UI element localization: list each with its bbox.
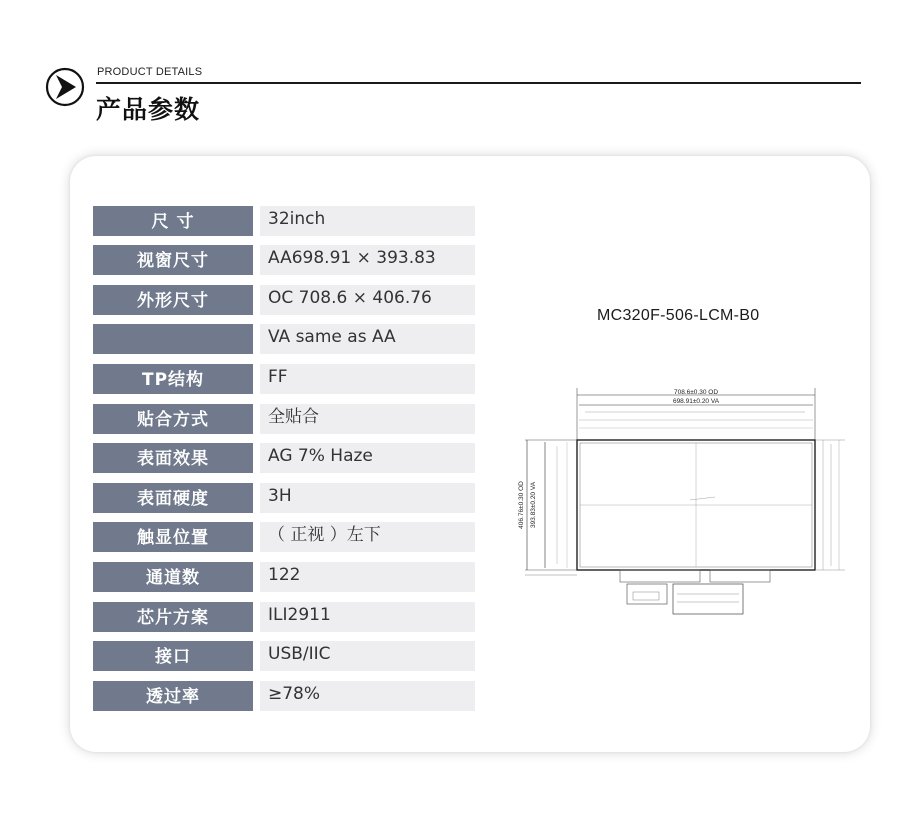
spec-value: 122 xyxy=(260,562,475,592)
spec-row xyxy=(93,483,475,513)
spec-label: 外形尺寸 xyxy=(93,285,253,315)
spec-label: 视窗尺寸 xyxy=(93,245,253,275)
dimension-drawing xyxy=(505,380,855,620)
spec-row xyxy=(93,364,475,394)
spec-label: 贴合方式 xyxy=(93,404,253,434)
section-title: 产品参数 xyxy=(96,95,201,124)
spec-value: （ 正视 ）左下 xyxy=(260,522,475,552)
spec-value: 3H xyxy=(260,483,475,513)
spec-label: 触显位置 xyxy=(93,522,253,552)
spec-value: VA same as AA xyxy=(260,324,475,354)
spec-label: 表面效果 xyxy=(93,443,253,473)
spec-label: 尺 寸 xyxy=(93,206,253,236)
spec-label: 芯片方案 xyxy=(93,602,253,632)
spec-value: 32inch xyxy=(260,206,475,236)
width-va-dimension: 698.91±0.20 VA xyxy=(672,398,720,405)
spec-row xyxy=(93,245,475,275)
spec-row xyxy=(93,681,475,711)
spec-value: USB/IIC xyxy=(260,641,475,671)
spec-row xyxy=(93,522,475,552)
spec-row xyxy=(93,562,475,592)
spec-row xyxy=(93,404,475,434)
spec-value: FF xyxy=(260,364,475,394)
header-divider xyxy=(96,82,861,84)
arrow-circle-icon xyxy=(45,67,85,107)
spec-row xyxy=(93,602,475,632)
spec-row xyxy=(93,443,475,473)
spec-label: 通道数 xyxy=(93,562,253,592)
spec-value: ILI2911 xyxy=(260,602,475,632)
height-od-dimension: 406.76±0.30 OD xyxy=(518,481,525,529)
spec-value: ≥78% xyxy=(260,681,475,711)
spec-label: TP结构 xyxy=(93,364,253,394)
spec-value: AA698.91 × 393.83 xyxy=(260,245,475,275)
spec-value: OC 708.6 × 406.76 xyxy=(260,285,475,315)
section-subtitle: PRODUCT DETAILS xyxy=(97,66,203,78)
spec-row xyxy=(93,285,475,315)
spec-row xyxy=(93,206,475,236)
spec-label: 表面硬度 xyxy=(93,483,253,513)
spec-value: 全贴合 xyxy=(260,404,475,434)
spec-label: 接口 xyxy=(93,641,253,671)
spec-value: AG 7% Haze xyxy=(260,443,475,473)
width-od-dimension: 708.6±0.30 OD xyxy=(673,389,719,396)
spec-row xyxy=(93,324,475,354)
spec-label xyxy=(93,324,253,354)
spec-row xyxy=(93,641,475,671)
spec-label: 透过率 xyxy=(93,681,253,711)
height-va-dimension: 393.83±0.20 VA xyxy=(530,481,537,529)
model-number: MC320F-506-LCM-B0 xyxy=(597,307,760,324)
